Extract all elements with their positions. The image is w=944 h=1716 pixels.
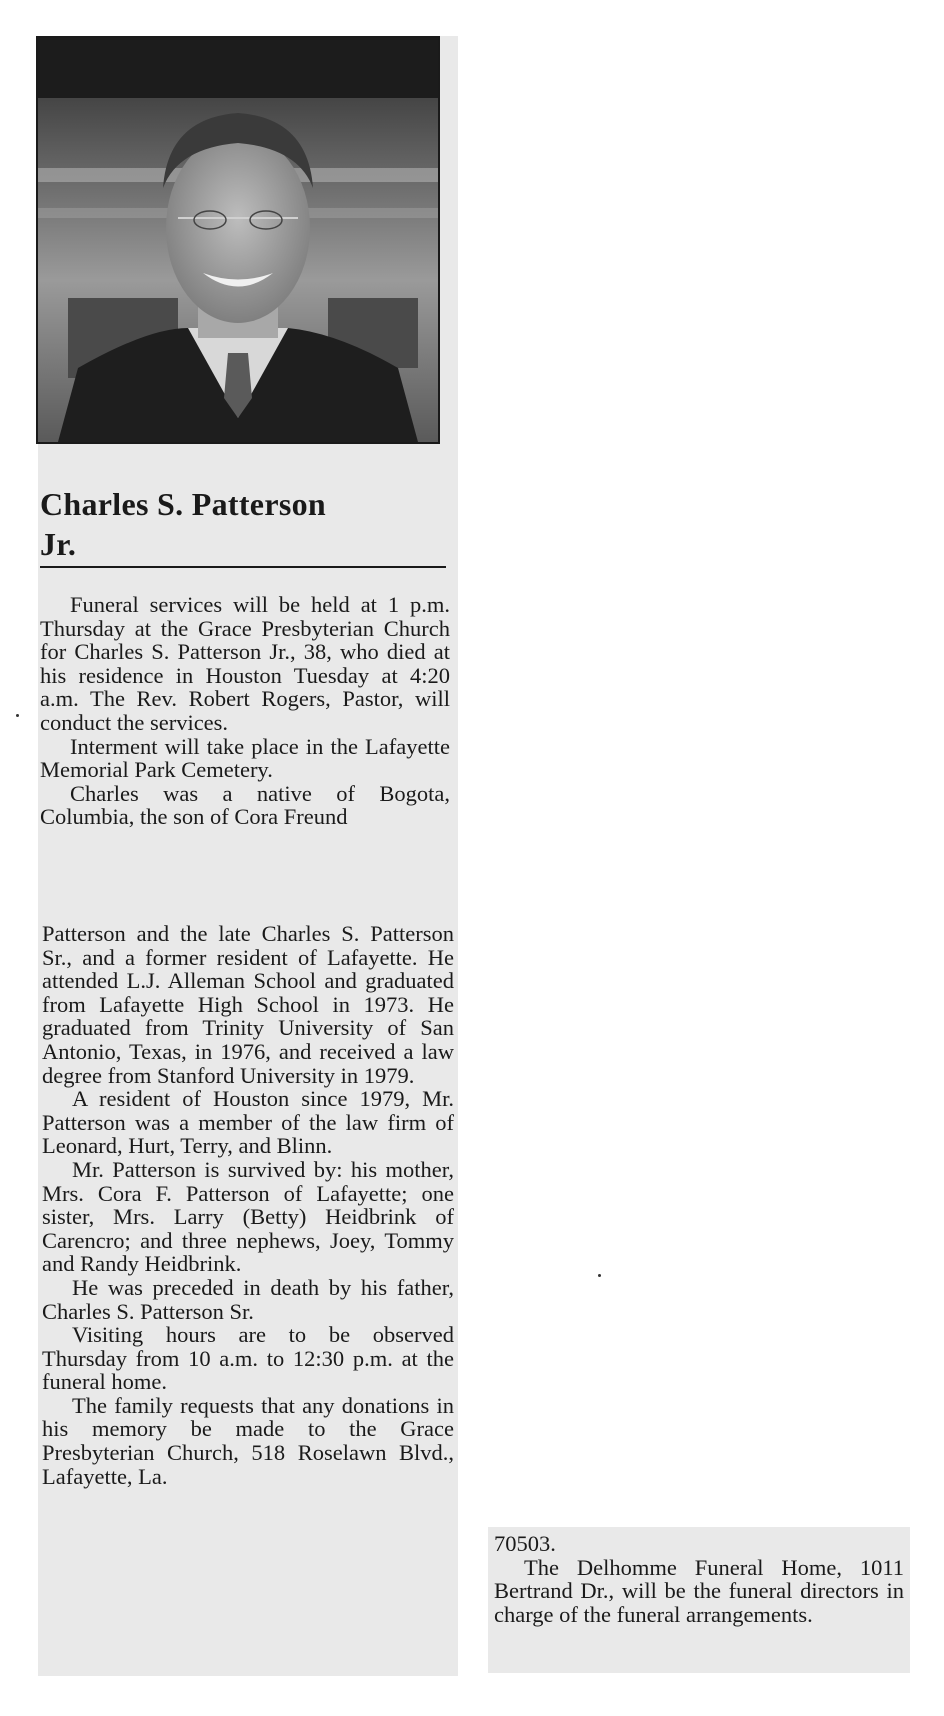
paragraph-preceded: He was preceded in death by his father, Charles S. Patterson Sr. (42, 1274, 454, 1324)
paragraph-career: A resident of Houston since 1979, Mr. Patterson was a member of the law firm of Leonard, Hurt, Terry, and Blinn. (42, 1086, 454, 1159)
paragraph-interment: Interment will take place in the Lafayette Memorial Park Cemetery. (40, 733, 450, 783)
paragraph-zip: 70503. (494, 1531, 556, 1556)
paragraph-donations: The family requests that any donations in his memory be made to the Grace Presbyterian Church, 518 Roselawn Blvd., Lafayette, La. (42, 1392, 454, 1489)
headline-rule (40, 566, 446, 568)
speck-mark (598, 1274, 601, 1277)
portrait-photo (36, 36, 440, 444)
obituary-headline (40, 484, 450, 564)
obituary-column-b (42, 922, 454, 1488)
paragraph-survivors: Mr. Patterson is survived by: his mother, Mrs. Cora F. Patterson of Lafayette; one sister, Mrs. Larry (Betty) Heidbrink of Carencro; and three nephews, Joey, Tommy and Randy Heidbrink. (42, 1156, 454, 1277)
obituary-column-a (40, 593, 450, 829)
obituary-column-c (494, 1532, 904, 1626)
paragraph-funeral-home: The Delhomme Funeral Home, 1011 Bertrand Dr., will be the funeral directors in charge of the funeral arrangements. (494, 1554, 904, 1627)
paragraph-native: Charles was a native of Bogota, Columbia, the son of Cora Freund (40, 780, 450, 830)
headline-name: Charles S. Patterson (40, 486, 326, 522)
headline-suffix: Jr. (40, 526, 77, 562)
paragraph-visiting: Visiting hours are to be observed Thursday from 10 a.m. to 12:30 p.m. at the funeral home. (42, 1322, 454, 1395)
paragraph-education: Patterson and the late Charles S. Patterson Sr., and a former resident of Lafayette. He attended L.J. Alleman School and graduated from Lafayette High School in 1973. He graduated from Trinity University of San Antonio, Texas, in 1976, and received a law degree from Stanford University in 1979. (42, 921, 454, 1088)
paragraph-services: Funeral services will be held at 1 p.m. Thursday at the Grace Presbyterian Church for Charles S. Patterson Jr., 38, who died at his residence in Houston Tuesday at 4:20 a.m. The Rev. Robert Rogers, Pastor, will conduct the services. (40, 592, 450, 735)
speck-mark (16, 714, 19, 717)
